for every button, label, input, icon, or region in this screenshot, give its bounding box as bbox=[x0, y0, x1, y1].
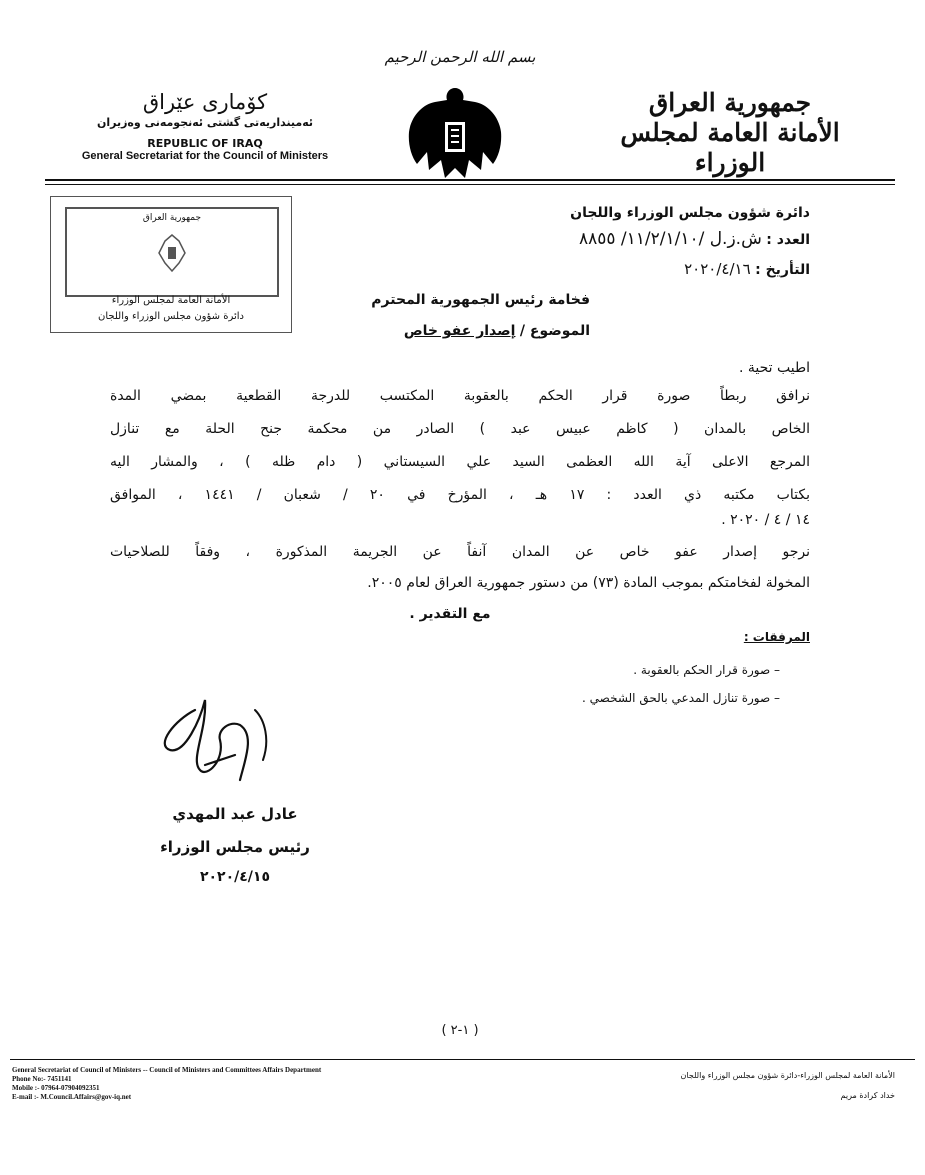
basmala: بسم الله الرحمن الرحيم bbox=[384, 48, 536, 66]
stamp-frame bbox=[65, 207, 279, 297]
footer-phone: Phone No:- 7451141 bbox=[12, 1075, 72, 1083]
footer-arabic-address: خداد كرادة مريم bbox=[840, 1091, 895, 1100]
signature-date: ٢٠٢٠/٤/١٥ bbox=[199, 869, 271, 885]
header-rule-thin bbox=[45, 184, 895, 185]
attachments-label: المرفقات : bbox=[743, 630, 810, 644]
subject-line bbox=[260, 323, 590, 339]
footer-arabic bbox=[595, 1066, 895, 1106]
stamp-line1: الأمانة العامة لمجلس الوزراء bbox=[111, 295, 231, 306]
subject-label: الموضوع / bbox=[519, 323, 590, 339]
date-label: التأريخ : bbox=[755, 262, 810, 278]
department-name: دائرة شؤون مجلس الوزراء واللجان bbox=[570, 205, 810, 221]
paragraph-1-line: المرجع الاعلى آية الله العظمى السيد علي السيستاني ( دام ظله ) ، والمشار اليه bbox=[110, 454, 810, 470]
number-label: العدد : bbox=[766, 232, 810, 248]
letter-date bbox=[390, 260, 810, 278]
paragraph-1 bbox=[110, 380, 810, 512]
subject-value: إصدار عفو خاص bbox=[403, 323, 516, 339]
page-number: ( ١-٢ ) bbox=[441, 1023, 479, 1038]
stamp-line2: دائرة شؤون مجلس الوزراء واللجان bbox=[97, 311, 244, 322]
english-secretariat: General Secretariat for the Council of Ministers bbox=[81, 150, 329, 162]
official-stamp bbox=[50, 196, 292, 333]
attachments-list bbox=[380, 656, 780, 712]
stamp-emblem-icon bbox=[157, 233, 187, 273]
iraq-eagle-emblem-icon bbox=[405, 82, 505, 182]
date-value: ٢٠٢٠/٤/١٦ bbox=[684, 260, 751, 278]
header-rule bbox=[45, 179, 895, 181]
attachment-item: – صورة قرار الحكم بالعقوبة . bbox=[633, 663, 780, 677]
number-value: ش.ز.ل /١١/٢/١/١٠/ ٨٨٥٥ bbox=[578, 229, 762, 249]
handwritten-signature bbox=[145, 690, 285, 800]
footer-rule bbox=[10, 1059, 915, 1060]
footer-email: E-mail :- M.Council.Affairs@gov-iq.net bbox=[12, 1093, 132, 1101]
kurdish-english-letterhead bbox=[55, 90, 355, 162]
signatory-title: رئيس مجلس الوزراء bbox=[160, 838, 310, 856]
attachment-item: – صورة تنازل المدعي بالحق الشخصي . bbox=[582, 691, 780, 705]
paragraph-2-line: نرجو إصدار عفو خاص عن المدان آنفاً عن الجريمة المذكورة ، وفقاً للصلاحيات bbox=[110, 544, 810, 560]
paragraph-2-last-line: المخولة لفخامتكم بموجب المادة (٧٣) من دستور جمهورية العراق لعام ٢٠٠٥. bbox=[367, 575, 810, 591]
stamp-top-text: جمهورية العراق bbox=[142, 213, 202, 223]
greeting: اطيب تحية . bbox=[738, 360, 810, 376]
paragraph-1-line: الخاص بالمدان ( كاظم عبيس عبد ) الصادر من محكمة جنح الحلة مع تنازل bbox=[110, 421, 810, 437]
signatory-name: عادل عبد المهدي bbox=[172, 805, 298, 823]
addressee: فخامة رئيس الجمهورية المحترم bbox=[371, 292, 590, 308]
kurdish-secretariat: ئه‌مینداریه‌تی گشتی ئه‌نجومه‌نی وه‌زیران bbox=[96, 116, 314, 129]
kurdish-country: كۆماری عێراق bbox=[142, 90, 268, 114]
paragraph-1-line: بكتاب مكتبه ذي العدد : ١٧ هـ ، المؤرخ في ٢٠ / شعبان / ١٤٤١ ، الموافق bbox=[110, 487, 810, 503]
footer-english bbox=[12, 1066, 572, 1102]
english-country: REPUBLIC OF IRAQ bbox=[147, 137, 263, 150]
arabic-letterhead bbox=[615, 88, 845, 178]
paragraph-1-line: نرافق ربطاً صورة قرار الحكم بالعقوبة المكتسب للدرجة القطعية بمضي المدة bbox=[110, 388, 810, 404]
letter-number bbox=[390, 229, 810, 249]
letterhead-country: جمهورية العراق bbox=[648, 88, 812, 117]
footer-mobile: Mobile :- 07964-07904092351 bbox=[12, 1084, 100, 1092]
footer-department: General Secretariat of Council of Ministers -- Council of Ministers and Committees Affairs Department bbox=[12, 1066, 322, 1074]
footer-arabic-department: الأمانة العامة لمجلس الوزراء-دائرة شؤون مجلس الوزراء واللجان bbox=[680, 1071, 895, 1080]
paragraph-2 bbox=[110, 536, 810, 569]
closing: مع التقدير . bbox=[409, 606, 491, 622]
letterhead-secretariat: الأمانة العامة لمجلس الوزراء bbox=[620, 118, 840, 177]
paragraph-1-last-line: ١٤ / ٤ / ٢٠٢٠ . bbox=[721, 512, 810, 528]
